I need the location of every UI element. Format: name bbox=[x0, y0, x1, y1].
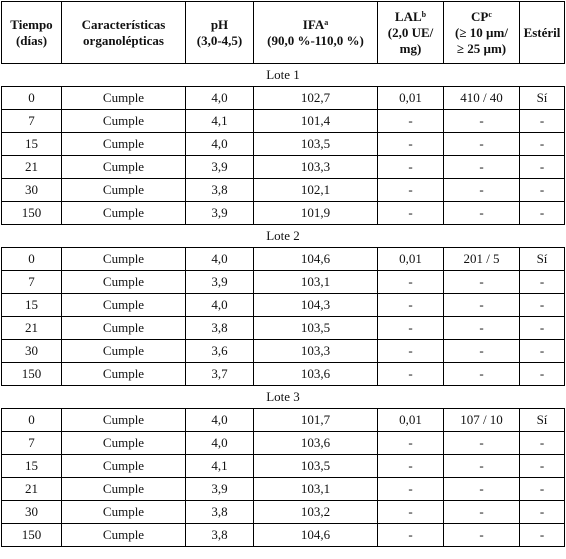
col-tiempo-cell: 21 bbox=[2, 156, 62, 179]
header-line bbox=[256, 17, 375, 33]
header-line bbox=[380, 41, 441, 57]
col-caracteristicas-cell: Cumple bbox=[62, 87, 186, 110]
header-text: (≥ 10 µm/ bbox=[455, 24, 508, 40]
table-body bbox=[2, 64, 565, 547]
col-cp-cell: - bbox=[444, 432, 520, 455]
lot-header-row bbox=[2, 225, 565, 248]
header-line bbox=[522, 25, 562, 41]
col-lal-cell: - bbox=[378, 340, 444, 363]
col-ifa-cell: 104,6 bbox=[254, 248, 378, 271]
col-caracteristicas-cell: Cumple bbox=[62, 409, 186, 432]
table-row bbox=[2, 294, 565, 317]
col-ifa-cell: 103,3 bbox=[254, 156, 378, 179]
table-row bbox=[2, 271, 565, 294]
col-esteril-cell: - bbox=[520, 317, 565, 340]
table-row bbox=[2, 156, 565, 179]
col-esteril-cell: - bbox=[520, 202, 565, 225]
col-caracteristicas-cell: Cumple bbox=[62, 501, 186, 524]
col-esteril-cell: - bbox=[520, 179, 565, 202]
table-row bbox=[2, 133, 565, 156]
table-row bbox=[2, 363, 565, 386]
col-ifa-cell: 103,6 bbox=[254, 363, 378, 386]
col-tiempo-cell: 15 bbox=[2, 133, 62, 156]
col-tiempo-cell: 150 bbox=[2, 524, 62, 547]
table-row bbox=[2, 202, 565, 225]
col-ph-cell: 3,8 bbox=[186, 501, 254, 524]
header-text: organolépticas bbox=[83, 32, 164, 48]
col-ifa-cell: 103,5 bbox=[254, 455, 378, 478]
header-line bbox=[380, 9, 441, 25]
header-text: LAL bbox=[394, 8, 422, 24]
col-ifa-cell: 101,7 bbox=[254, 409, 378, 432]
lot-header-row bbox=[2, 64, 565, 87]
col-esteril-cell: - bbox=[520, 271, 565, 294]
col-caracteristicas-cell: Cumple bbox=[62, 455, 186, 478]
col-ifa-cell: 103,5 bbox=[254, 133, 378, 156]
col-lal-cell: - bbox=[378, 363, 444, 386]
header-line bbox=[256, 33, 375, 49]
col-ph-cell: 3,9 bbox=[186, 202, 254, 225]
col-lal-cell: - bbox=[378, 524, 444, 547]
header-text: pH bbox=[210, 16, 229, 32]
header-line bbox=[188, 33, 251, 49]
col-lal-cell: - bbox=[378, 294, 444, 317]
col-esteril-cell: - bbox=[520, 294, 565, 317]
col-esteril-cell: Sí bbox=[520, 248, 565, 271]
col-cp-cell: - bbox=[444, 294, 520, 317]
col-esteril-cell: - bbox=[520, 432, 565, 455]
col-tiempo-cell: 15 bbox=[2, 294, 62, 317]
col-lal-cell: - bbox=[378, 455, 444, 478]
table-row bbox=[2, 317, 565, 340]
header-line bbox=[446, 9, 517, 25]
lot-header-row bbox=[2, 386, 565, 409]
col-cp-cell: 107 / 10 bbox=[444, 409, 520, 432]
col-ph-cell: 3,9 bbox=[186, 156, 254, 179]
col-caracteristicas-cell: Cumple bbox=[62, 156, 186, 179]
header-line bbox=[64, 33, 183, 49]
col-ph-cell: 3,7 bbox=[186, 363, 254, 386]
col-ph-cell: 3,8 bbox=[186, 179, 254, 202]
col-ph-cell: 4,0 bbox=[186, 432, 254, 455]
col-tiempo-cell: 7 bbox=[2, 271, 62, 294]
col-lal-cell: - bbox=[378, 179, 444, 202]
footnote-marker: b bbox=[421, 9, 427, 19]
col-ifa-cell: 102,1 bbox=[254, 179, 378, 202]
col-cp-cell: - bbox=[444, 478, 520, 501]
col-ph-cell: 3,8 bbox=[186, 524, 254, 547]
col-tiempo-cell: 150 bbox=[2, 202, 62, 225]
col-tiempo-cell: 21 bbox=[2, 317, 62, 340]
lot-label: Lote 3 bbox=[2, 386, 565, 409]
col-lal-cell: 0,01 bbox=[378, 248, 444, 271]
col-ifa-header bbox=[254, 2, 378, 64]
header-text: mg) bbox=[399, 40, 422, 56]
footnote-marker: a bbox=[324, 17, 329, 27]
table-row bbox=[2, 478, 565, 501]
table-row bbox=[2, 455, 565, 478]
table-row bbox=[2, 110, 565, 133]
col-cp-cell: - bbox=[444, 110, 520, 133]
col-cp-cell: - bbox=[444, 455, 520, 478]
col-ifa-cell: 103,1 bbox=[254, 271, 378, 294]
col-tiempo-cell: 15 bbox=[2, 455, 62, 478]
col-tiempo-cell: 7 bbox=[2, 110, 62, 133]
col-ifa-cell: 103,2 bbox=[254, 501, 378, 524]
header-text: (3,0-4,5) bbox=[196, 32, 243, 48]
header-text: Tiempo bbox=[10, 16, 53, 32]
header-text: Características bbox=[81, 16, 166, 32]
col-ph-cell: 4,0 bbox=[186, 409, 254, 432]
header-line bbox=[4, 17, 59, 33]
col-cp-cell: 410 / 40 bbox=[444, 87, 520, 110]
stability-table bbox=[1, 1, 565, 547]
table-row bbox=[2, 432, 565, 455]
col-caracteristicas-header bbox=[62, 2, 186, 64]
col-tiempo-cell: 30 bbox=[2, 340, 62, 363]
col-ifa-cell: 103,3 bbox=[254, 340, 378, 363]
col-esteril-cell: - bbox=[520, 156, 565, 179]
col-caracteristicas-cell: Cumple bbox=[62, 110, 186, 133]
col-ph-cell: 4,1 bbox=[186, 110, 254, 133]
table-row bbox=[2, 248, 565, 271]
col-ifa-cell: 103,5 bbox=[254, 317, 378, 340]
col-esteril-cell: - bbox=[520, 363, 565, 386]
col-ifa-cell: 103,1 bbox=[254, 478, 378, 501]
header-line bbox=[4, 33, 59, 49]
col-tiempo-cell: 150 bbox=[2, 363, 62, 386]
header-line bbox=[380, 25, 441, 41]
col-ifa-cell: 101,4 bbox=[254, 110, 378, 133]
header-text: (días) bbox=[15, 32, 48, 48]
col-tiempo-cell: 0 bbox=[2, 87, 62, 110]
header-text: (2,0 UE/ bbox=[387, 24, 434, 40]
col-esteril-cell: - bbox=[520, 478, 565, 501]
col-ph-header bbox=[186, 2, 254, 64]
col-ph-cell: 4,0 bbox=[186, 133, 254, 156]
table-row bbox=[2, 409, 565, 432]
col-esteril-cell: Sí bbox=[520, 87, 565, 110]
col-esteril-cell: Sí bbox=[520, 409, 565, 432]
col-caracteristicas-cell: Cumple bbox=[62, 317, 186, 340]
col-caracteristicas-cell: Cumple bbox=[62, 478, 186, 501]
col-tiempo-cell: 7 bbox=[2, 432, 62, 455]
table-row bbox=[2, 501, 565, 524]
header-row bbox=[2, 2, 565, 64]
col-lal-cell: 0,01 bbox=[378, 87, 444, 110]
col-lal-cell: 0,01 bbox=[378, 409, 444, 432]
lot-label: Lote 1 bbox=[2, 64, 565, 87]
col-caracteristicas-cell: Cumple bbox=[62, 432, 186, 455]
table-row bbox=[2, 179, 565, 202]
col-ifa-cell: 101,9 bbox=[254, 202, 378, 225]
col-lal-cell: - bbox=[378, 156, 444, 179]
col-caracteristicas-cell: Cumple bbox=[62, 202, 186, 225]
col-ph-cell: 3,9 bbox=[186, 478, 254, 501]
col-cp-cell: - bbox=[444, 524, 520, 547]
table-header bbox=[2, 2, 565, 64]
col-ifa-cell: 102,7 bbox=[254, 87, 378, 110]
col-lal-header bbox=[378, 2, 444, 64]
col-esteril-cell: - bbox=[520, 455, 565, 478]
col-caracteristicas-cell: Cumple bbox=[62, 363, 186, 386]
col-lal-cell: - bbox=[378, 317, 444, 340]
col-tiempo-cell: 30 bbox=[2, 501, 62, 524]
col-caracteristicas-cell: Cumple bbox=[62, 294, 186, 317]
col-tiempo-cell: 21 bbox=[2, 478, 62, 501]
col-esteril-cell: - bbox=[520, 524, 565, 547]
col-ph-cell: 4,0 bbox=[186, 294, 254, 317]
col-ifa-cell: 103,6 bbox=[254, 432, 378, 455]
header-text: (90,0 %-110,0 %) bbox=[267, 32, 364, 48]
header-text: ≥ 25 µm) bbox=[456, 40, 507, 56]
header-text: CP bbox=[471, 8, 489, 24]
header-line bbox=[446, 41, 517, 57]
col-cp-cell: - bbox=[444, 133, 520, 156]
header-line bbox=[64, 17, 183, 33]
col-cp-cell: - bbox=[444, 271, 520, 294]
col-esteril-cell: - bbox=[520, 110, 565, 133]
col-ph-cell: 4,0 bbox=[186, 87, 254, 110]
table-row bbox=[2, 340, 565, 363]
col-lal-cell: - bbox=[378, 110, 444, 133]
col-cp-cell: - bbox=[444, 156, 520, 179]
col-lal-cell: - bbox=[378, 478, 444, 501]
col-cp-cell: - bbox=[444, 317, 520, 340]
col-ifa-cell: 104,6 bbox=[254, 524, 378, 547]
lot-label: Lote 2 bbox=[2, 225, 565, 248]
col-lal-cell: - bbox=[378, 202, 444, 225]
footnote-marker: c bbox=[488, 9, 492, 19]
col-cp-cell: - bbox=[444, 340, 520, 363]
col-esteril-header bbox=[520, 2, 565, 64]
col-tiempo-cell: 30 bbox=[2, 179, 62, 202]
col-cp-cell: - bbox=[444, 202, 520, 225]
col-ph-cell: 3,9 bbox=[186, 271, 254, 294]
col-ph-cell: 4,0 bbox=[186, 248, 254, 271]
header-line bbox=[188, 17, 251, 33]
col-tiempo-header bbox=[2, 2, 62, 64]
col-cp-cell: - bbox=[444, 363, 520, 386]
col-caracteristicas-cell: Cumple bbox=[62, 271, 186, 294]
col-cp-cell: - bbox=[444, 501, 520, 524]
table-row bbox=[2, 87, 565, 110]
table-row bbox=[2, 524, 565, 547]
col-esteril-cell: - bbox=[520, 340, 565, 363]
col-cp-cell: - bbox=[444, 179, 520, 202]
header-line bbox=[446, 25, 517, 41]
col-lal-cell: - bbox=[378, 432, 444, 455]
col-ifa-cell: 104,3 bbox=[254, 294, 378, 317]
col-esteril-cell: - bbox=[520, 133, 565, 156]
col-caracteristicas-cell: Cumple bbox=[62, 133, 186, 156]
col-caracteristicas-cell: Cumple bbox=[62, 524, 186, 547]
col-lal-cell: - bbox=[378, 501, 444, 524]
col-caracteristicas-cell: Cumple bbox=[62, 179, 186, 202]
col-ph-cell: 4,1 bbox=[186, 455, 254, 478]
col-tiempo-cell: 0 bbox=[2, 409, 62, 432]
col-caracteristicas-cell: Cumple bbox=[62, 248, 186, 271]
col-ph-cell: 3,8 bbox=[186, 317, 254, 340]
col-esteril-cell: - bbox=[520, 501, 565, 524]
col-lal-cell: - bbox=[378, 133, 444, 156]
col-cp-header bbox=[444, 2, 520, 64]
col-caracteristicas-cell: Cumple bbox=[62, 340, 186, 363]
col-cp-cell: 201 / 5 bbox=[444, 248, 520, 271]
col-ph-cell: 3,6 bbox=[186, 340, 254, 363]
col-lal-cell: - bbox=[378, 271, 444, 294]
header-text: IFA bbox=[302, 16, 325, 32]
header-text: Estéril bbox=[523, 24, 561, 40]
col-tiempo-cell: 0 bbox=[2, 248, 62, 271]
